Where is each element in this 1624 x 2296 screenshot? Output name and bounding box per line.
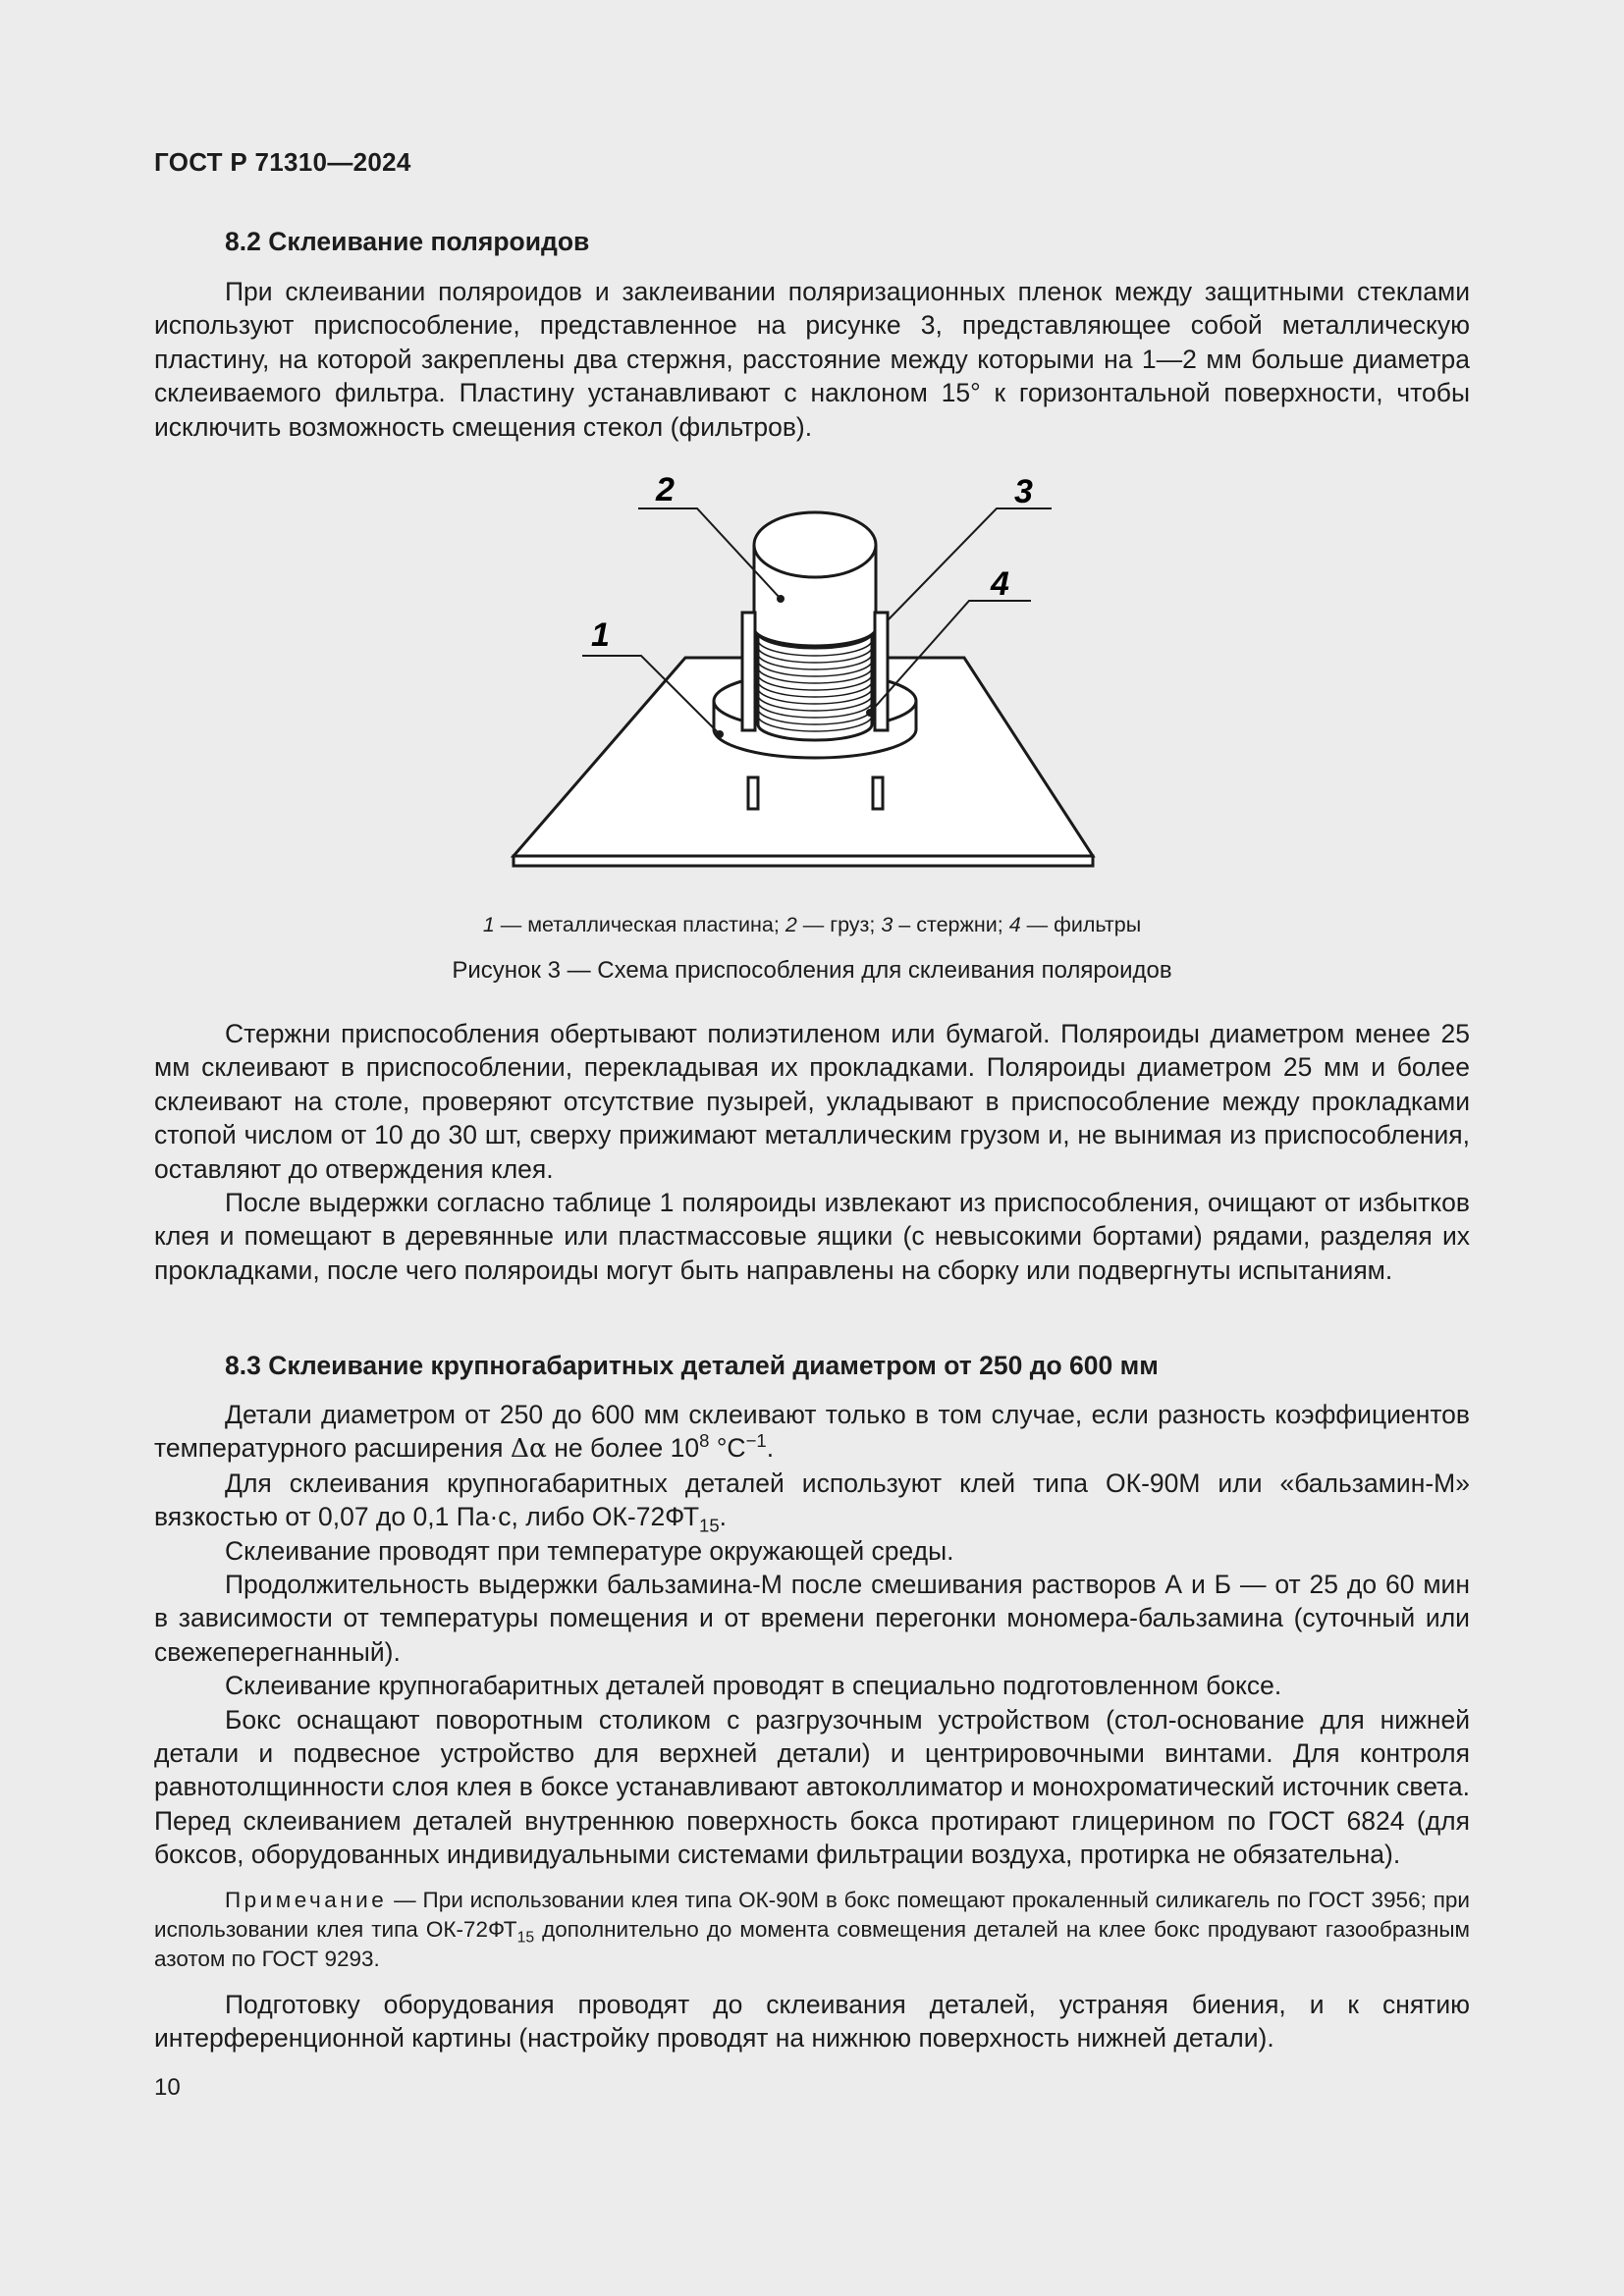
rod-leg-right bbox=[873, 777, 883, 809]
section-8-2 bbox=[154, 225, 1470, 444]
figure-caption: Рисунок 3 — Схема приспособления для склеивания поляроидов bbox=[452, 957, 1172, 984]
paragraph: При склеивании поляроидов и заклеивании поляризационных пленок между защитными стеклами используют приспособление, представленное на рисунке 3, представляющее собой металлическую пластину, на которой закреплены два стержня, расстояние между которыми на 1—2 мм больше диаметра склеиваемого фильтра. Пластину устанавливают с наклоном 15° к горизонтальной поверхности, чтобы исключить возможность смещения стекол (фильтров). bbox=[154, 277, 1470, 442]
paragraph: Для склеивания крупногабаритных деталей используют клей типа ОК-90М или «бальзамин-М» вязкостью от 0,07 до 0,1 Па·с, либо $ОК-72ФТ_{15}$. bbox=[154, 1468, 1470, 1536]
rod-leg-left bbox=[748, 777, 758, 809]
note: Примечание — При использовании клея типа ОК-90М в бокс помещают прокаленный силикагель по ГОСТ 3956; при использовании клея типа $ОК-72ФТ_{15}$ дополнительно до момента совмещения деталей на клее бокс продувают газообразным азотом по ГОСТ 9293. bbox=[154, 1887, 1471, 1971]
page-number: 10 bbox=[154, 2074, 181, 2101]
paragraph: Склеивание проводят при температуре окружающей среды. bbox=[225, 1535, 954, 1566]
figure-legend: 1 — металлическая пластина; 2 — груз; 3 – стержни; 4 — фильтры bbox=[482, 913, 1142, 936]
paragraph: После выдержки согласно таблице 1 поляроиды извлекают из приспособления, очищают от избытков клея и помещают в деревянные или пластмассовые ящики (с невысокими бортами) рядами, разделяя их прокладками, после чего поляроиды могут быть направлены на сборку или подвергнуты испытаниям. bbox=[154, 1188, 1470, 1285]
label-3: 3 bbox=[1014, 473, 1033, 510]
weight-top bbox=[754, 512, 876, 577]
paragraph: Подготовку оборудования проводят до склеивания деталей, устраняя биения, и к снятию интерференционной картины (настройку проводят на нижнюю поверхность нижней детали). bbox=[154, 1989, 1470, 2054]
paragraph: Продолжительность выдержки бальзамина-М после смешивания растворов А и Б — от 25 до 60 мин в зависимости от температуры помещения и от времени перегонки мономера-бальзамина (суточный или свежеперегнанный). bbox=[154, 1570, 1470, 1667]
rod-left bbox=[742, 613, 755, 730]
paragraph: Бокс оснащают поворотным столиком с разгрузочным устройством (стол-основание для нижней детали и подвесное устройство для верхней детали) и центрировочными винтами. Для контроля равнотолщинности слоя клея в боксе устанавливают автоколлиматор и монохроматический источник света. Перед склеиванием деталей внутреннюю поверхность бокса протирают глицерином по ГОСТ 6824 (для боксов, оборудованных индивидуальными системами фильтрации воздуха, протирка не обязательна). bbox=[154, 1704, 1470, 1870]
paragraph: Детали диаметром от 250 до 600 мм склеивают только в том случае, если разность коэффициентов температурного расширения Δα не более $10^8$ $^\circ С^{-1}$. bbox=[154, 1400, 1470, 1465]
paragraph: Склеивание крупногабаритных деталей проводят в специально подготовленном боксе. bbox=[225, 1671, 1282, 1701]
section-heading: 8.2 Склеивание поляроидов bbox=[225, 227, 590, 256]
section-heading: 8.3 Склеивание крупногабаритных деталей диаметром от 250 до 600 мм bbox=[225, 1351, 1159, 1380]
metal-plate-edge bbox=[514, 856, 1093, 866]
label-1: 1 bbox=[591, 616, 610, 654]
paragraph: Стержни приспособления обертывают полиэтиленом или бумагой. Поляроиды диаметром менее 25 мм склеивают в приспособлении, перекладывая их прокладками. Поляроиды диаметром 25 мм и более склеивают на столе, проверяют отсутствие пузырей, укладывают в приспособление между прокладками стопой числом от 10 до 30 шт, сверху прижимают металлическим грузом и, не вынимая из приспособления, оставляют до отверждения клея. bbox=[154, 1019, 1470, 1184]
label-2: 2 bbox=[656, 471, 675, 508]
label-4: 4 bbox=[991, 565, 1009, 603]
rod-right bbox=[875, 613, 888, 730]
document-header: ГОСТ Р 71310—2024 bbox=[154, 147, 411, 177]
section-8-3 bbox=[154, 1349, 1470, 2056]
section-8-2-continued bbox=[154, 1017, 1470, 1287]
figure-3-fixture-diagram bbox=[511, 461, 1119, 893]
